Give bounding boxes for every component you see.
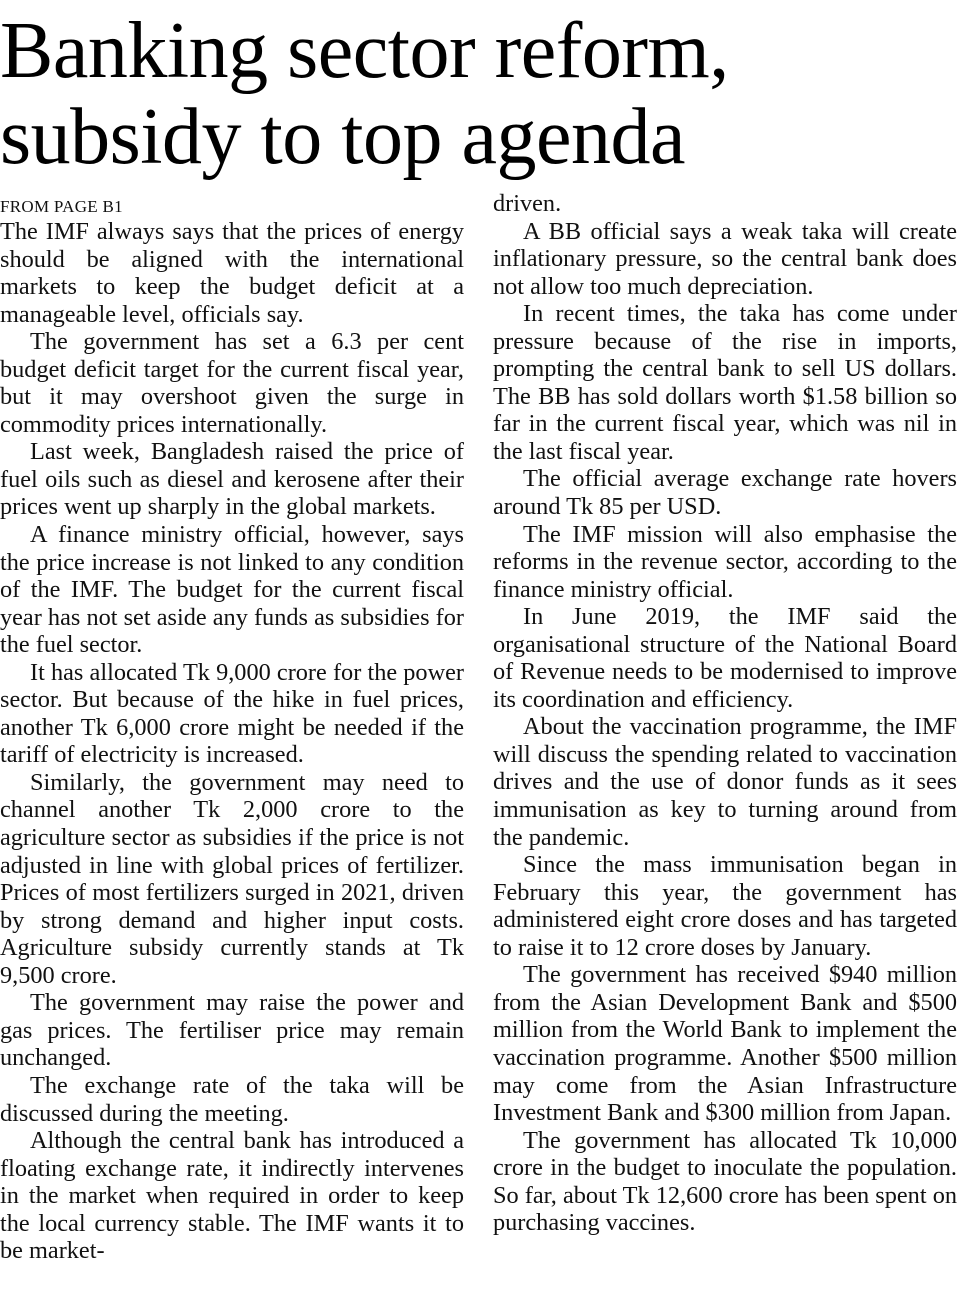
paragraph: A BB official says a weak taka will create inflationary pressure, so the central bank does not allow too much depreciation. [493, 217, 957, 300]
paragraph: In recent times, the taka has come under pressure because of the rise in imports, prompting the central bank to sell US dollars. The BB has sold dollars worth $1.58 billion so far in the current fiscal year, which was nil in the last fiscal year. [493, 300, 957, 465]
paragraph: Similarly, the government may need to channel another Tk 2,000 crore to the agriculture sector as subsidies if the price is not adjusted in line with global prices of fertilizer. Prices of most fertilizers surged in 2021, driven by strong demand and higher input costs. Agriculture subsidy currently stands at Tk 9,500 crore. [0, 768, 464, 989]
paragraph: The government has allocated Tk 10,000 crore in the budget to inoculate the population. So far, about Tk 12,600 crore has been spent on purchasing vaccines. [493, 1126, 957, 1237]
headline: Banking sector reform, subsidy to top agenda [0, 7, 729, 181]
paragraph: The government has received $940 million from the Asian Development Bank and $500 million from the World Bank to implement the vaccination programme. Another $500 million may come from the Asian Infrastructure Investment Bank and $300 million from Japan. [493, 961, 957, 1127]
dateline: FROM PAGE B1 [0, 197, 123, 216]
paragraph: The exchange rate of the taka will be discussed during the meeting. [0, 1071, 464, 1127]
article-column-left [0, 194, 464, 1265]
paragraph: The official average exchange rate hovers around Tk 85 per USD. [493, 465, 957, 521]
paragraph: The IMF always says that the prices of energy should be aligned with the international markets to keep the budget deficit at a manageable level, officials say. [0, 218, 464, 328]
paragraph: About the vaccination programme, the IMF will discuss the spending related to vaccination drives and the use of donor funds as it sees immunisation as key to turning around from the pandemic. [493, 713, 957, 851]
article-column-right [493, 190, 957, 1237]
paragraph: The IMF mission will also emphasise the reforms in the revenue sector, according to the finance ministry official. [493, 520, 957, 603]
paragraph: Although the central bank has introduced a floating exchange rate, it indirectly intervenes in the market when required in order to keep the local currency stable. The IMF wants it to be market- [0, 1127, 464, 1265]
paragraph: A finance ministry official, however, says the price increase is not linked to any condition of the IMF. The budget for the current fiscal year has not set aside any funds as subsidies for the fuel sector. [0, 521, 464, 659]
paragraph: The government has set a 6.3 per cent budget deficit target for the current fiscal year, but it may overshoot given the surge in commodity prices internationally. [0, 328, 464, 438]
paragraph: Since the mass immunisation began in February this year, the government has administered eight crore doses and has targeted to raise it to 12 crore doses by January. [493, 851, 957, 961]
paragraph-continuation: driven. [493, 190, 562, 217]
paragraph: The government may raise the power and gas prices. The fertiliser price may remain unchanged. [0, 989, 464, 1072]
paragraph: Last week, Bangladesh raised the price of fuel oils such as diesel and kerosene after their prices went up sharply in the global markets. [0, 438, 464, 521]
paragraph: It has allocated Tk 9,000 crore for the power sector. But because of the hike in fuel prices, another Tk 6,000 crore might be needed if the tariff of electricity is increased. [0, 658, 464, 769]
paragraph: In June 2019, the IMF said the organisational structure of the National Board of Revenue needs to be modernised to improve its coordination and efficiency. [493, 603, 957, 713]
